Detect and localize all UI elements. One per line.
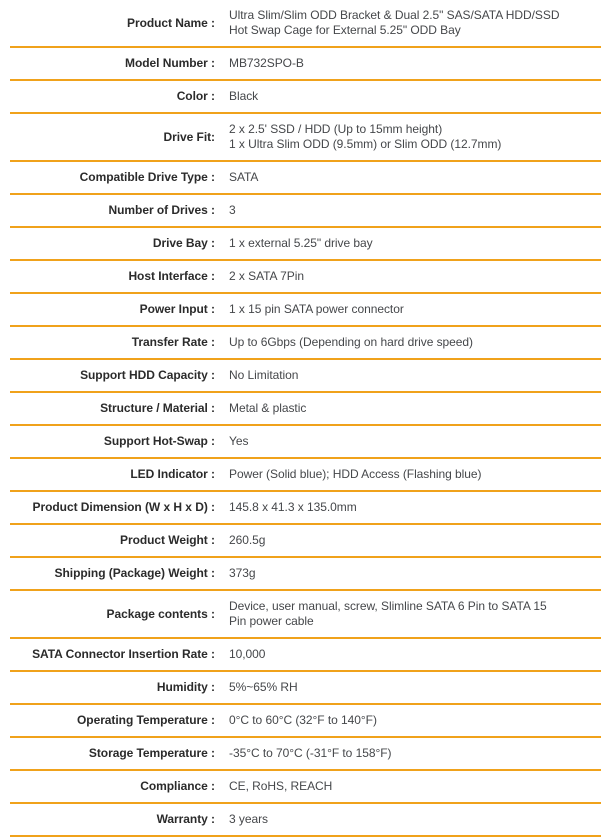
spec-label: Support Hot-Swap :: [103, 434, 215, 448]
spec-value: [222, 194, 601, 227]
spec-value-line: CE, RoHS, REACH: [229, 779, 333, 793]
spec-label: Drive Bay :: [152, 236, 215, 250]
spec-value: [222, 704, 601, 737]
spec-row: [10, 326, 601, 359]
spec-value-line: Power (Solid blue); HDD Access (Flashing blue): [229, 467, 482, 481]
spec-label: Drive Fit:: [163, 129, 215, 144]
spec-value: [222, 0, 601, 47]
spec-value-line: 5%~65% RH: [229, 680, 298, 694]
spec-label: Compliance :: [140, 779, 215, 793]
spec-row: [10, 425, 601, 458]
spec-row: [10, 113, 601, 161]
specification-table-body: [10, 0, 601, 836]
spec-value-line: Device, user manual, screw, Slimline SATA 6 Pin to SATA 15: [229, 599, 547, 613]
spec-value-line: 3 years: [229, 812, 269, 826]
spec-value: [222, 425, 601, 458]
spec-value-line: 0°C to 60°C (32°F to 140°F): [229, 713, 377, 727]
spec-row: [10, 392, 601, 425]
spec-value: [222, 260, 601, 293]
spec-value: [222, 590, 601, 638]
spec-label: Power Input :: [139, 302, 215, 316]
spec-value-line: 1 x 15 pin SATA power connector: [229, 302, 404, 316]
spec-row: [10, 359, 601, 392]
spec-label: Color :: [176, 89, 215, 103]
spec-row: [10, 557, 601, 590]
spec-label: SATA Connector Insertion Rate :: [32, 647, 215, 661]
spec-value: [222, 47, 601, 80]
spec-value-line: 260.5g: [229, 533, 266, 547]
spec-row: [10, 524, 601, 557]
spec-row: [10, 47, 601, 80]
spec-label: Support HDD Capacity :: [80, 368, 215, 382]
spec-row: [10, 491, 601, 524]
spec-label: LED Indicator :: [130, 467, 215, 481]
spec-row: [10, 293, 601, 326]
spec-value: [222, 803, 601, 836]
spec-row: [10, 590, 601, 638]
spec-value-line: Up to 6Gbps (Depending on hard drive speed): [229, 335, 474, 349]
spec-value-line: SATA: [229, 170, 259, 184]
spec-value-line: Pin power cable: [229, 614, 314, 628]
spec-label: Model Number :: [125, 56, 215, 70]
spec-value-line: -35°C to 70°C (-31°F to 158°F): [229, 746, 392, 760]
spec-row: [10, 80, 601, 113]
spec-value-line: No Limitation: [229, 368, 299, 382]
spec-label: Humidity :: [156, 680, 215, 694]
spec-value: [222, 557, 601, 590]
spec-label: Compatible Drive Type :: [79, 170, 215, 184]
spec-value-line: Metal & plastic: [229, 401, 307, 415]
spec-value: [222, 359, 601, 392]
spec-value-line: 1 x Ultra Slim ODD (9.5mm) or Slim ODD (12.7mm): [229, 137, 502, 151]
specification-table: [10, 0, 601, 837]
spec-value: [222, 326, 601, 359]
spec-value-line: 145.8 x 41.3 x 135.0mm: [229, 500, 357, 514]
spec-row: [10, 161, 601, 194]
spec-value: [222, 671, 601, 704]
spec-row: [10, 227, 601, 260]
spec-row: [10, 260, 601, 293]
spec-row: [10, 638, 601, 671]
spec-value: [222, 293, 601, 326]
spec-value-line: Yes: [229, 434, 249, 448]
spec-row: [10, 770, 601, 803]
spec-label: Warranty :: [156, 812, 215, 826]
spec-value-line: 2 x SATA 7Pin: [229, 269, 304, 283]
spec-row: [10, 671, 601, 704]
spec-label: Host Interface :: [128, 269, 215, 283]
spec-value: [222, 491, 601, 524]
spec-value-line: MB732SPO-B: [229, 56, 304, 70]
spec-value-line: 1 x external 5.25" drive bay: [229, 236, 373, 250]
spec-label: Structure / Material :: [100, 401, 215, 415]
spec-label: Storage Temperature :: [88, 746, 215, 760]
spec-row: [10, 737, 601, 770]
spec-label: Number of Drives :: [108, 203, 215, 217]
spec-value: [222, 113, 601, 161]
spec-value-line: Ultra Slim/Slim ODD Bracket & Dual 2.5" SAS/SATA HDD/SSD: [229, 8, 560, 22]
spec-value-line: Black: [229, 89, 259, 103]
spec-label: Product Dimension (W x H x D) :: [32, 500, 215, 514]
spec-row: [10, 194, 601, 227]
spec-value: [222, 80, 601, 113]
spec-value-line: Hot Swap Cage for External 5.25" ODD Bay: [229, 23, 461, 37]
spec-label: Package contents :: [106, 606, 215, 621]
spec-row: [10, 458, 601, 491]
spec-value-line: 10,000: [229, 647, 266, 661]
spec-row: [10, 0, 601, 47]
spec-label: Shipping (Package) Weight :: [54, 566, 215, 580]
spec-value: [222, 392, 601, 425]
spec-value: [222, 458, 601, 491]
spec-value: [222, 737, 601, 770]
spec-value-line: 3: [229, 203, 236, 217]
spec-label: Product Weight :: [120, 533, 215, 547]
spec-label: Transfer Rate :: [131, 335, 215, 349]
spec-value: [222, 161, 601, 194]
spec-value: [222, 770, 601, 803]
spec-label: Product Name :: [127, 15, 215, 30]
spec-value-line: 2 x 2.5' SSD / HDD (Up to 15mm height): [229, 122, 443, 136]
spec-value-line: 373g: [229, 566, 256, 580]
spec-value: [222, 638, 601, 671]
spec-label: Operating Temperature :: [77, 713, 215, 727]
spec-value: [222, 524, 601, 557]
spec-row: [10, 803, 601, 836]
spec-row: [10, 704, 601, 737]
spec-value: [222, 227, 601, 260]
